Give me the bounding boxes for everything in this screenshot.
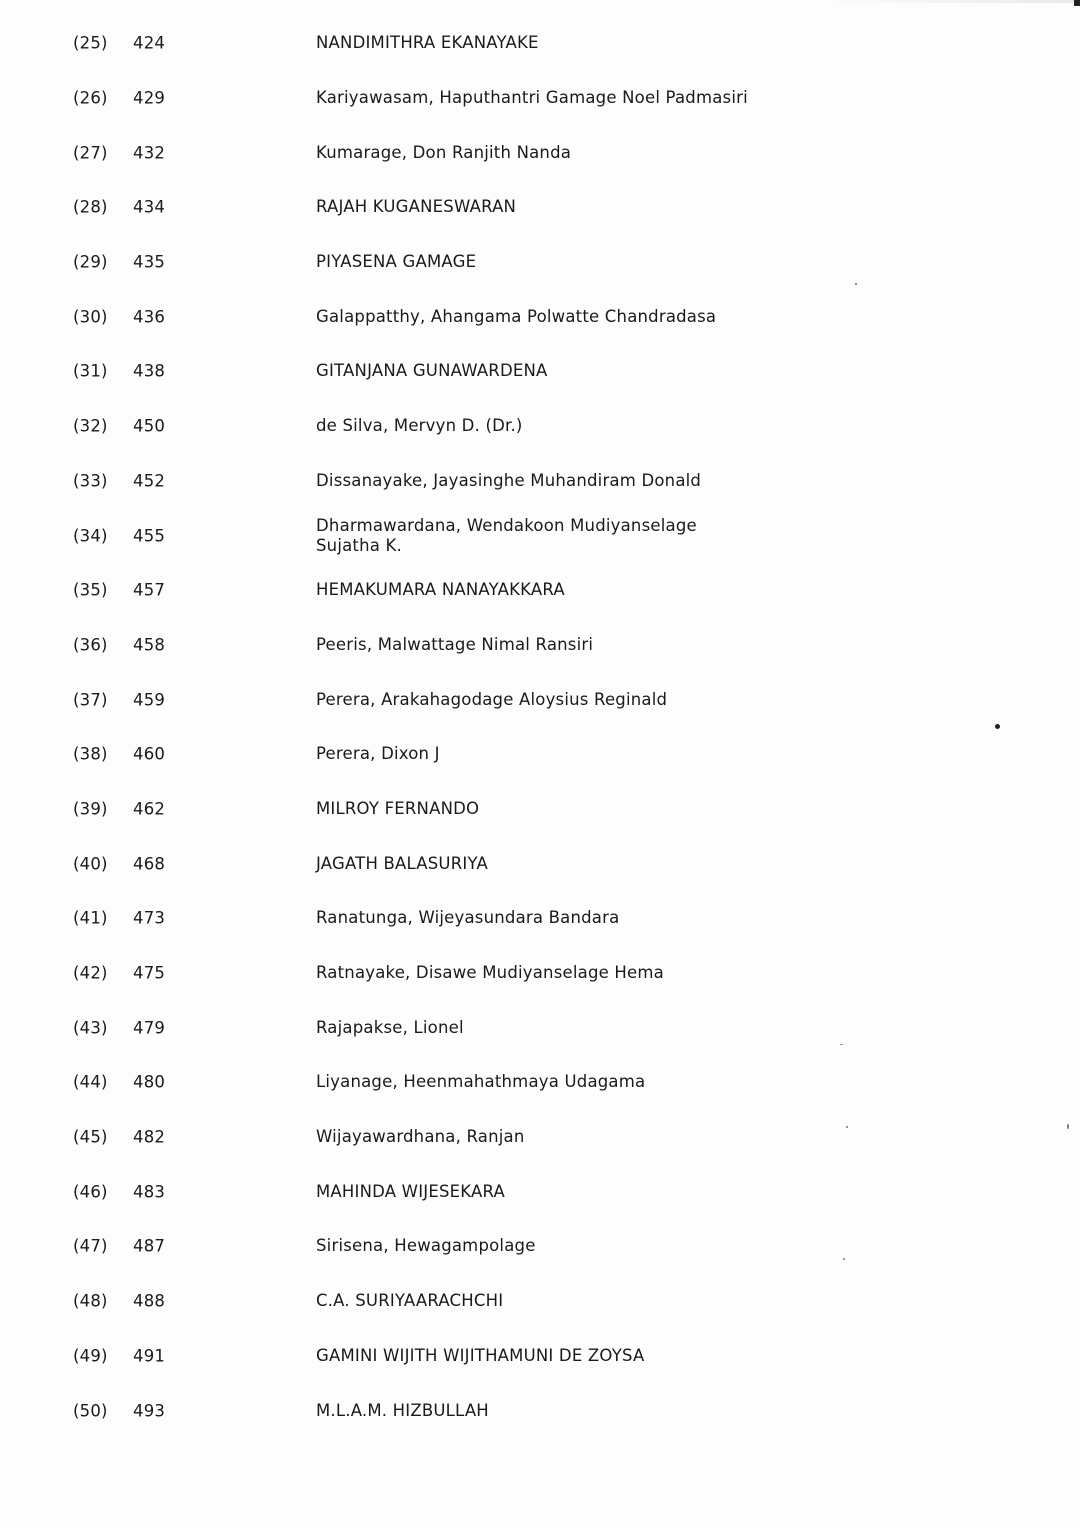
entry-number: 488 bbox=[133, 1291, 166, 1311]
entry-name: Rajapakse, Lionel bbox=[316, 1017, 464, 1037]
entry-name: Peeris, Malwattage Nimal Ransiri bbox=[316, 634, 594, 654]
entry-name: Dissanayake, Jayasinghe Muhandiram Donald bbox=[316, 470, 702, 490]
list-item bbox=[0, 727, 1080, 782]
entry-index: (29) bbox=[73, 252, 108, 272]
entry-number: 436 bbox=[133, 307, 166, 327]
entry-index: (49) bbox=[73, 1346, 108, 1366]
entry-name: PIYASENA GAMAGE bbox=[316, 252, 477, 272]
entry-index: (42) bbox=[73, 963, 108, 983]
entry-number: 493 bbox=[133, 1401, 166, 1421]
entry-number: 468 bbox=[133, 854, 166, 874]
entry-name: MAHINDA WIJESEKARA bbox=[316, 1181, 505, 1201]
list-item bbox=[0, 1000, 1080, 1055]
entry-name: Perera, Arakahagodage Aloysius Reginald bbox=[316, 689, 668, 709]
entry-name: Wijayawardhana, Ranjan bbox=[316, 1127, 525, 1147]
list-item bbox=[0, 1164, 1080, 1219]
entry-index: (35) bbox=[73, 580, 108, 600]
list-item bbox=[0, 563, 1080, 618]
entry-number: 450 bbox=[133, 416, 166, 436]
entry-name: NANDIMITHRA EKANAYAKE bbox=[316, 33, 539, 53]
entry-index: (36) bbox=[73, 635, 108, 655]
entry-number: 480 bbox=[133, 1072, 166, 1092]
entry-number: 434 bbox=[133, 197, 166, 217]
entry-name: Ratnayake, Disawe Mudiyanselage Hema bbox=[316, 963, 664, 983]
entry-number: 429 bbox=[133, 88, 166, 108]
entry-name: GAMINI WIJITH WIJITHAMUNI DE ZOYSA bbox=[316, 1345, 645, 1365]
entry-name: HEMAKUMARA NANAYAKKARA bbox=[316, 580, 565, 600]
entry-name: GITANJANA GUNAWARDENA bbox=[316, 361, 548, 381]
entry-name: Sirisena, Hewagampolage bbox=[316, 1236, 536, 1256]
entry-index: (47) bbox=[73, 1236, 108, 1256]
list-item bbox=[0, 180, 1080, 235]
entry-index: (28) bbox=[73, 197, 108, 217]
entry-index: (32) bbox=[73, 416, 108, 436]
entry-name: Kariyawasam, Haputhantri Gamage Noel Padmasiri bbox=[316, 88, 748, 108]
entry-number: 452 bbox=[133, 471, 166, 491]
entry-number: 482 bbox=[133, 1127, 166, 1147]
entry-index: (37) bbox=[73, 690, 108, 710]
entry-index: (31) bbox=[73, 361, 108, 381]
member-list bbox=[0, 16, 1080, 1438]
list-item bbox=[0, 1383, 1080, 1438]
entry-name: Ranatunga, Wijeyasundara Bandara bbox=[316, 908, 620, 928]
entry-number: 457 bbox=[133, 580, 166, 600]
entry-index: (38) bbox=[73, 744, 108, 764]
list-item bbox=[0, 1110, 1080, 1165]
entry-index: (41) bbox=[73, 908, 108, 928]
entry-number: 455 bbox=[133, 526, 166, 546]
entry-name: Galappatthy, Ahangama Polwatte Chandradasa bbox=[316, 306, 717, 326]
list-item bbox=[0, 235, 1080, 290]
entry-index: (46) bbox=[73, 1182, 108, 1202]
entry-number: 462 bbox=[133, 799, 166, 819]
entry-name: Dharmawardana, Wendakoon Mudiyanselage Sujatha K. bbox=[316, 515, 697, 555]
entry-name: M.L.A.M. HIZBULLAH bbox=[316, 1400, 489, 1420]
entry-index: (27) bbox=[73, 143, 108, 163]
list-item bbox=[0, 1219, 1080, 1274]
entry-name: C.A. SURIYAARACHCHI bbox=[316, 1291, 504, 1311]
entry-index: (30) bbox=[73, 307, 108, 327]
list-item bbox=[0, 344, 1080, 399]
list-item bbox=[0, 454, 1080, 509]
entry-index: (44) bbox=[73, 1072, 108, 1092]
entry-number: 424 bbox=[133, 33, 166, 53]
entry-number: 491 bbox=[133, 1346, 166, 1366]
entry-index: (40) bbox=[73, 854, 108, 874]
entry-name: JAGATH BALASURIYA bbox=[316, 853, 488, 873]
list-item bbox=[0, 946, 1080, 1001]
entry-name: Perera, Dixon J bbox=[316, 744, 440, 764]
entry-number: 459 bbox=[133, 690, 166, 710]
entry-name: Liyanage, Heenmahathmaya Udagama bbox=[316, 1072, 646, 1092]
entry-index: (33) bbox=[73, 471, 108, 491]
entry-number: 479 bbox=[133, 1018, 166, 1038]
list-item bbox=[0, 1274, 1080, 1329]
entry-index: (50) bbox=[73, 1401, 108, 1421]
entry-index: (34) bbox=[73, 526, 108, 546]
entry-number: 435 bbox=[133, 252, 166, 272]
list-item bbox=[0, 618, 1080, 673]
list-item bbox=[0, 891, 1080, 946]
entry-number: 460 bbox=[133, 744, 166, 764]
entry-number: 483 bbox=[133, 1182, 166, 1202]
entry-name: de Silva, Mervyn D. (Dr.) bbox=[316, 416, 523, 436]
entry-index: (25) bbox=[73, 33, 108, 53]
list-item bbox=[0, 672, 1080, 727]
list-item bbox=[0, 71, 1080, 126]
scan-edge-shadow bbox=[820, 0, 1080, 3]
entry-index: (48) bbox=[73, 1291, 108, 1311]
entry-number: 475 bbox=[133, 963, 166, 983]
list-item bbox=[0, 836, 1080, 891]
entry-index: (39) bbox=[73, 799, 108, 819]
entry-name: RAJAH KUGANESWARAN bbox=[316, 197, 517, 217]
list-item bbox=[0, 1055, 1080, 1110]
list-item bbox=[0, 399, 1080, 454]
entry-index: (43) bbox=[73, 1018, 108, 1038]
entry-number: 438 bbox=[133, 361, 166, 381]
list-item bbox=[0, 16, 1080, 71]
list-item bbox=[0, 289, 1080, 344]
entry-name: Kumarage, Don Ranjith Nanda bbox=[316, 142, 572, 162]
scan-corner-mark bbox=[1074, 0, 1080, 6]
entry-index: (45) bbox=[73, 1127, 108, 1147]
list-item bbox=[0, 782, 1080, 837]
entry-name: MILROY FERNANDO bbox=[316, 798, 480, 818]
entry-number: 473 bbox=[133, 908, 166, 928]
entry-number: 487 bbox=[133, 1236, 166, 1256]
list-item bbox=[0, 125, 1080, 180]
list-item bbox=[0, 1329, 1080, 1384]
entry-number: 432 bbox=[133, 143, 166, 163]
entry-number: 458 bbox=[133, 635, 166, 655]
entry-index: (26) bbox=[73, 88, 108, 108]
list-item bbox=[0, 508, 1080, 563]
